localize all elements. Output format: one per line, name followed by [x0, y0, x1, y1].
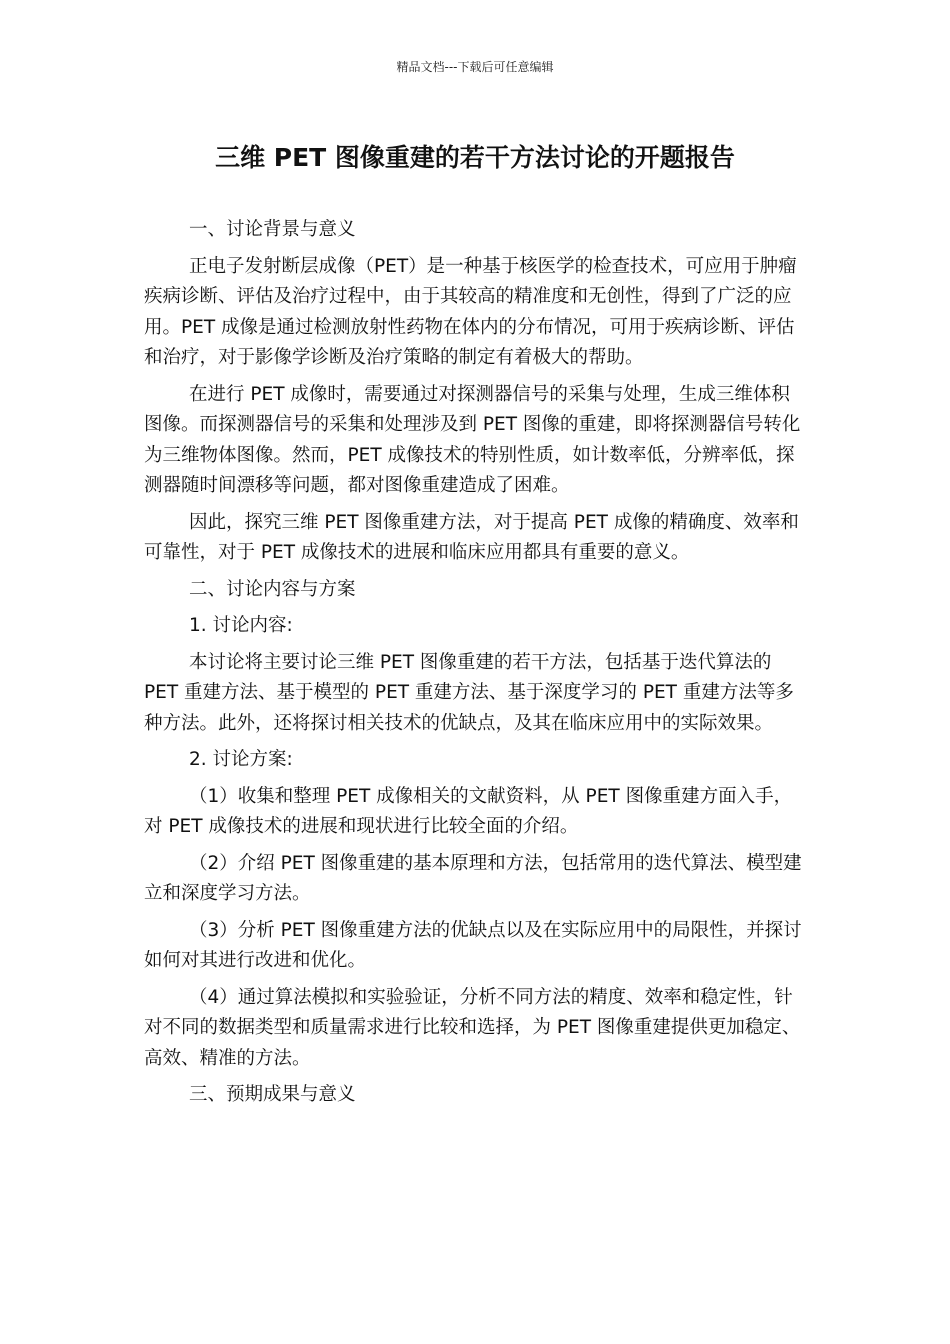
section-heading-background: 一、讨论背景与意义	[189, 219, 356, 240]
plan-item-1: （1）收集和整理 PET 成像相关的文献资料，从 PET 图像重建方面入手，对 PET 成像技术的进展和现状进行比较全面的介绍。	[144, 785, 793, 837]
paragraph-pet-intro: 正电子发射断层成像（PET）是一种基于核医学的检查技术，可应用于肿瘤疾病诊断、评估及治疗过程中，由于其较高的精准度和无创性，得到了广泛的应用。PET 成像是通过检测放射性药物在体内的分布情况，可用于疾病诊断、评估和治疗，对于影像学诊断及治疗策略的制定有着极大的帮助。	[144, 255, 797, 368]
subheading-content: 1. 讨论内容:	[189, 615, 293, 636]
document-title: 三维 PET 图像重建的若干方法讨论的开题报告	[215, 143, 735, 172]
plan-item-4: （4）通过算法模拟和实验验证，分析不同方法的精度、效率和稳定性，针对不同的数据类型和质量需求进行比较和选择，为 PET 图像重建提供更加稳定、高效、精准的方法。	[144, 986, 801, 1069]
plan-item-2: （2）介绍 PET 图像重建的基本原理和方法，包括常用的迭代算法、模型建立和深度学习方法。	[144, 852, 802, 904]
plan-item-3: （3）分析 PET 图像重建方法的优缺点以及在实际应用中的局限性，并探讨如何对其进行改进和优化。	[144, 919, 802, 971]
page-header-note: 精品文档---下载后可任意编辑	[396, 60, 554, 74]
paragraph-research-content: 本讨论将主要讨论三维 PET 图像重建的若干方法，包括基于迭代算法的 PET 重建方法、基于模型的 PET 重建方法、基于深度学习的 PET 重建方法等多种方法。此外，还将探讨相关技术的优缺点，及其在临床应用中的实际效果。	[144, 651, 794, 734]
subheading-plan: 2. 讨论方案:	[189, 749, 293, 770]
paragraph-significance: 因此，探究三维 PET 图像重建方法，对于提高 PET 成像的精确度、效率和可靠性，对于 PET 成像技术的进展和临床应用都具有重要的意义。	[144, 511, 799, 563]
section-heading-content-plan: 二、讨论内容与方案	[189, 578, 356, 600]
paragraph-pet-reconstruction: 在进行 PET 成像时，需要通过对探测器信号的采集与处理，生成三维体积图像。而探测器信号的采集和处理涉及到 PET 图像的重建，即将探测器信号转化为三维物体图像。然而，PET 成像技术的特别性质，如计数率低，分辨率低，探测器随时间漂移等问题，都对图像重建造成了困难。	[144, 383, 801, 496]
document-body	[144, 215, 806, 1117]
section-heading-expected-results: 三、预期成果与意义	[189, 1084, 356, 1105]
